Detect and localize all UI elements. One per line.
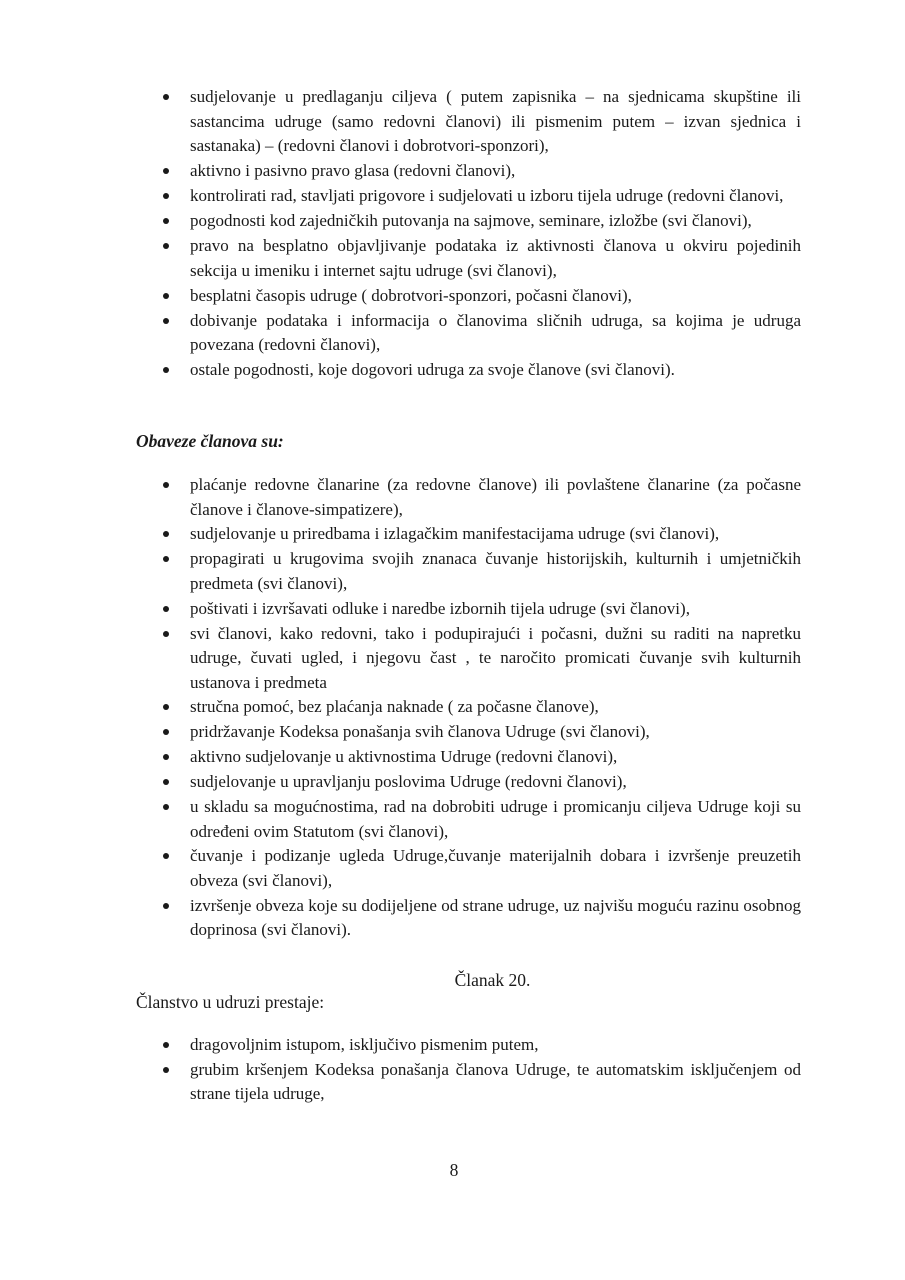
bullet-icon xyxy=(163,631,169,637)
bullet-icon xyxy=(163,318,169,324)
list-item-text: ostale pogodnosti, koje dogovori udruga za svoje članove (svi članovi). xyxy=(190,360,675,379)
list-item xyxy=(0,547,905,596)
member-rights-list xyxy=(0,85,905,383)
list-item-text: izvršenje obveza koje su dodijeljene od strane udruge, uz najvišu moguću razinu osobnog doprinosa (svi članovi). xyxy=(190,895,801,940)
bullet-icon xyxy=(163,482,169,488)
member-obligations-list xyxy=(0,473,905,943)
list-item xyxy=(0,1058,905,1107)
article-title: Članak 20. xyxy=(454,970,531,990)
bullet-icon xyxy=(163,218,169,224)
bullet-icon xyxy=(163,606,169,612)
list-item-text: poštivati i izvršavati odluke i naredbe izbornih tijela udruge (svi članovi), xyxy=(190,598,690,618)
bullet-icon xyxy=(163,293,169,299)
bullet-icon xyxy=(163,903,169,909)
list-item-text: svi članovi, kako redovni, tako i podupirajući i počasni, dužni su raditi na napretku udruge, čuvati ugled, i njegovu čast , te naročito promicati čuvanje svih kulturnih ustanova i predmeta xyxy=(190,623,801,692)
bullet-icon xyxy=(163,1042,169,1048)
bullet-icon xyxy=(163,94,169,100)
list-item-text: stručna pomoć, bez plaćanja naknade ( za počasne članove), xyxy=(190,697,599,717)
article-intro: Članstvo u udruzi prestaje: xyxy=(136,992,325,1012)
list-item-text: kontrolirati rad, stavljati prigovore i sudjelovati u izboru tijela udruge (redovni članovi, xyxy=(190,186,784,205)
bullet-icon xyxy=(163,779,169,785)
list-item xyxy=(0,894,905,943)
bullet-icon xyxy=(163,704,169,710)
list-item-text: pogodnosti kod zajedničkih putovanja na sajmove, seminare, izložbe (svi članovi), xyxy=(190,211,752,230)
list-item-text: pravo na besplatno objavljivanje podataka iz aktivnosti članova u okviru pojedinih sekcija u imeniku i internet sajtu udruge (svi članovi), xyxy=(190,236,801,280)
list-item xyxy=(0,844,905,893)
list-item xyxy=(0,184,905,209)
list-item xyxy=(0,85,905,159)
page-number: 8 xyxy=(449,1160,459,1180)
list-item xyxy=(0,209,905,234)
list-item-text: čuvanje i podizanje ugleda Udruge,čuvanje materijalnih dobara i izvršenje preuzetih obveza (svi članovi), xyxy=(190,846,801,890)
list-item-text: propagirati u krugovima svojih znanaca čuvanje historijskih, kulturnih i umjetničkih predmeta (svi članovi), xyxy=(190,549,801,593)
list-item xyxy=(0,795,905,844)
list-item-text: grubim kršenjem Kodeksa ponašanja članova Udruge, te automatskim isključenjem od strane tijela udruge, xyxy=(190,1059,801,1103)
list-item xyxy=(0,159,905,184)
obligations-heading: Obaveze članova su: xyxy=(136,431,284,451)
bullet-icon xyxy=(163,168,169,174)
list-item-text: aktivno sudjelovanje u aktivnostima Udruge (redovni članovi), xyxy=(190,747,618,767)
bullet-icon xyxy=(163,556,169,562)
list-item xyxy=(0,358,905,383)
list-item xyxy=(0,720,905,745)
list-item-text: sudjelovanje u priredbama i izlagačkim manifestacijama udruge (svi članovi), xyxy=(190,524,720,544)
list-item xyxy=(0,309,905,358)
list-item xyxy=(0,1033,905,1058)
list-item-text: dragovoljnim istupom, isključivo pismenim putem, xyxy=(190,1035,539,1054)
list-item xyxy=(0,695,905,720)
bullet-icon xyxy=(163,853,169,859)
list-item-text: besplatni časopis udruge ( dobrotvori-sponzori, počasni članovi), xyxy=(190,285,632,305)
bullet-icon xyxy=(163,754,169,760)
list-item-text: sudjelovanje u predlaganju ciljeva ( putem zapisnika – na sjednicama skupštine ili sastancima udruge (samo redovni članovi) ili pismenim putem – izvan sjednica i sastanaka) – (redovni članovi i dobrotvori-sponzori), xyxy=(190,87,801,155)
bullet-icon xyxy=(163,531,169,537)
list-item xyxy=(0,622,905,696)
list-item-text: sudjelovanje u upravljanju poslovima Udruge (redovni članovi), xyxy=(190,772,627,792)
bullet-icon xyxy=(163,243,169,249)
bullet-icon xyxy=(163,804,169,810)
list-item-text: u skladu sa mogućnostima, rad na dobrobiti udruge i promicanju ciljeva Udruge koji su određeni ovim Statutom (svi članovi), xyxy=(190,797,801,841)
list-item xyxy=(0,473,905,522)
list-item xyxy=(0,770,905,795)
bullet-icon xyxy=(163,367,169,373)
list-item xyxy=(0,284,905,309)
list-item xyxy=(0,522,905,547)
membership-termination-list xyxy=(0,1033,905,1107)
bullet-icon xyxy=(163,193,169,199)
list-item xyxy=(0,745,905,770)
bullet-icon xyxy=(163,729,169,735)
bullet-icon xyxy=(163,1067,169,1073)
list-item xyxy=(0,234,905,283)
list-item-text: pridržavanje Kodeksa ponašanja svih članova Udruge (svi članovi), xyxy=(190,722,650,742)
list-item-text: dobivanje podataka i informacija o članovima sličnih udruga, sa kojima je udruga povezana (redovni članovi), xyxy=(190,310,801,354)
list-item-text: plaćanje redovne članarine (za redovne članove) ili povlaštene članarine (za počasne članove i članove-simpatizere), xyxy=(190,475,801,519)
list-item-text: aktivno i pasivno pravo glasa (redovni članovi), xyxy=(190,161,516,180)
list-item xyxy=(0,597,905,622)
